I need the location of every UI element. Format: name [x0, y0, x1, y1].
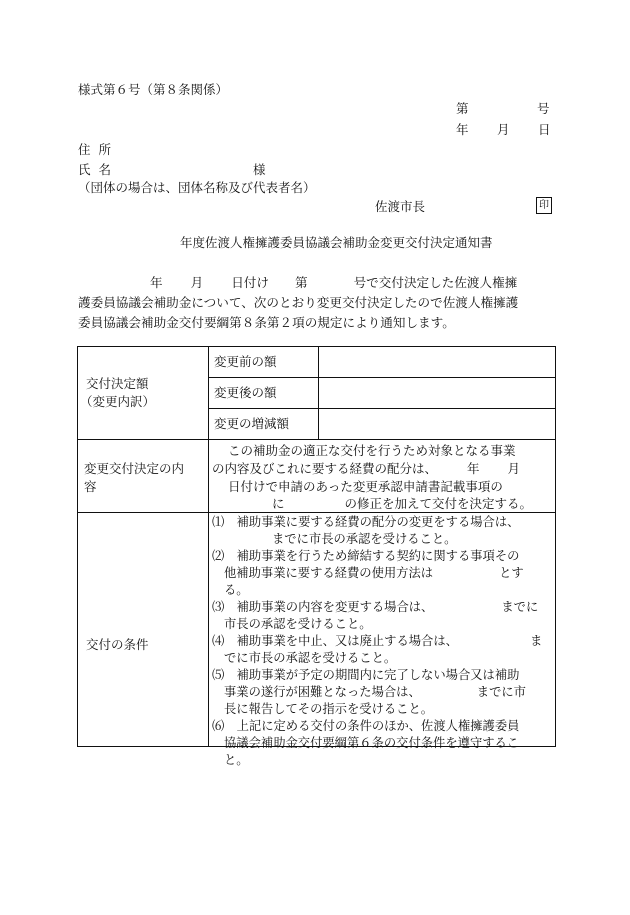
amount-label-sub: （変更内訳）	[80, 394, 156, 409]
condition-6-line-2: 協議会補助金交付要綱第６条の交付条件を遵守するこ	[224, 736, 520, 750]
honorific: 様	[253, 162, 266, 177]
change-text-line-1: この補助金の適正な交付を行うため対象となる事業	[228, 443, 516, 458]
document-title: 年度佐渡人権擁護委員協議会補助金変更交付決定通知書	[180, 235, 493, 250]
table-divider-v2	[318, 347, 319, 439]
table-divider-v1	[208, 347, 209, 746]
body-month: 月	[190, 275, 204, 290]
condition-5-line-2b: までに市	[476, 685, 526, 699]
table-divider-h4	[78, 512, 555, 513]
condition-1-line-1: ⑴ 補助事業に要する経費の配分の変更をする場合は、	[212, 515, 520, 529]
condition-3-line-1	[212, 599, 552, 616]
doc-number-prefix: 第	[456, 101, 469, 116]
condition-6-line-1: ⑹ 上記に定める交付の条件のほか、佐渡人権擁護委員	[212, 719, 520, 733]
body-year: 年	[150, 275, 163, 290]
condition-5-line-3: 長に報告してその指示を受けること。	[224, 702, 434, 716]
condition-2-line-2b: とす	[499, 566, 524, 580]
change-text-line-2	[212, 463, 520, 476]
seal-mark: 印	[536, 197, 552, 214]
condition-6-line-3: と。	[224, 753, 249, 767]
change-text-line-3: 日付けで申請のあった変更承認申請書記載事項の	[228, 479, 503, 494]
diff-amount-label: 変更の増減額	[214, 416, 290, 431]
change-decision-label-2: 容	[84, 479, 97, 494]
change-text-line-4	[272, 498, 532, 511]
condition-4-line-1	[212, 633, 552, 650]
condition-2-line-3: る。	[224, 583, 249, 597]
condition-3-line-1b: までに	[501, 600, 539, 614]
change-decision-label: 変更交付決定の内	[84, 461, 185, 476]
amount-label: 交付決定額	[86, 376, 149, 391]
change-text-line-4a: に	[272, 496, 285, 511]
grant-table	[77, 346, 556, 767]
date-month: 月	[497, 122, 510, 137]
condition-2-line-2	[212, 565, 552, 582]
condition-3-line-1a: ⑶ 補助事業の内容を変更する場合は、	[212, 600, 434, 614]
body-line-2: 護委員協議会補助金について、次のとおり変更交付決定したので佐渡人権擁護	[78, 295, 519, 310]
body-line-1-rest: 号で交付決定した佐渡人権擁	[353, 275, 518, 290]
table-divider-h3	[78, 439, 555, 440]
mayor-title: 佐渡市長	[375, 199, 426, 214]
condition-5-line-1: ⑸ 補助事業が予定の期間内に完了しない場合又は補助	[212, 668, 520, 682]
change-text-line-4b: の修正を加えて交付を決定する。	[344, 496, 533, 511]
table-divider-h2	[208, 408, 555, 409]
before-amount-label: 変更前の額	[214, 354, 277, 369]
change-text-line-2a: の内容及びこれに要する経費の配分は、	[212, 461, 438, 476]
condition-5-line-2a: 事業の遂行が困難となった場合は、	[224, 685, 421, 699]
condition-1-line-2: までに市長の承認を受けること。	[272, 532, 457, 546]
conditions-label: 交付の条件	[86, 637, 149, 652]
condition-4-line-2: でに市長の承認を受けること。	[224, 651, 397, 665]
date-day: 日	[538, 122, 551, 137]
name-label: 氏名	[78, 162, 120, 177]
organization-note: （団体の場合は、団体名称及び代表者名）	[78, 180, 316, 195]
body-no-prefix: 第	[294, 275, 308, 290]
table-divider-h1	[208, 377, 555, 378]
body-line-1	[78, 277, 517, 290]
condition-4-line-1b: ま	[529, 634, 543, 648]
after-amount-label: 変更後の額	[214, 385, 277, 400]
change-text-month: 月	[507, 461, 521, 476]
condition-5-line-2	[212, 684, 552, 701]
body-line-3: 委員協議会補助金交付要綱第８条第２項の規定により通知します。	[78, 315, 455, 330]
date-year: 年	[456, 122, 469, 137]
conditions-list	[212, 514, 552, 769]
form-number: 様式第６号（第８条関係）	[78, 82, 229, 97]
condition-4-line-1a: ⑷ 補助事業を中止、又は廃止する場合は、	[212, 634, 458, 648]
doc-number-suffix: 号	[537, 101, 550, 116]
change-text-year: 年	[467, 461, 480, 476]
condition-2-line-1: ⑵ 補助事業を行うため締結する契約に関する事項その	[212, 549, 520, 563]
body-date-suffix: 日付け	[231, 275, 269, 290]
condition-2-line-2a: 他補助事業に要する経費の使用方法は	[224, 566, 434, 580]
address-label: 住所	[78, 142, 120, 157]
condition-3-line-2: 市長の承認を受けること。	[224, 617, 372, 631]
